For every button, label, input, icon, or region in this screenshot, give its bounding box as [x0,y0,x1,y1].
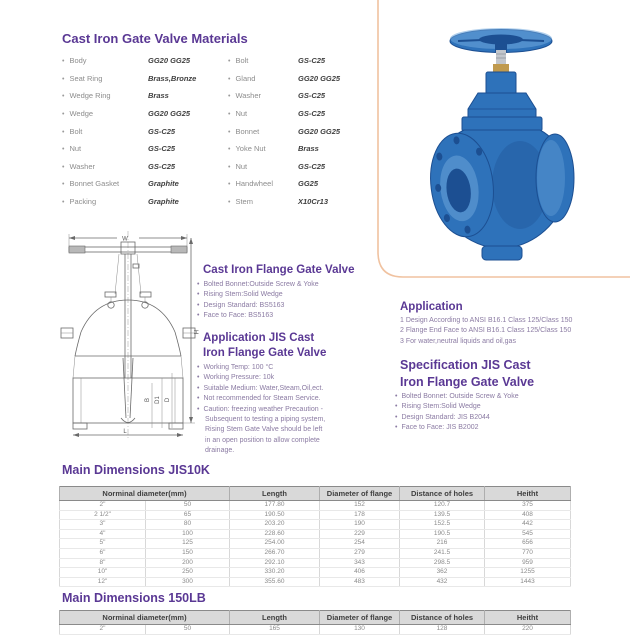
table-cell: 139.5 [400,510,485,520]
material-row [228,158,340,176]
material-label: • Washer [62,162,148,171]
application-jis-title-line1: Application JIS Cast [203,332,315,344]
table-cell: 178 [320,510,400,520]
table-header-row [60,611,571,625]
material-label: • Bolt [228,56,298,65]
dim-label-l: L [123,429,127,435]
material-value: GG20 GG25 [298,73,341,83]
table-cell: 959 [485,558,571,568]
material-row [62,87,196,105]
dim-label-w: W [122,236,128,243]
table-cell: 656 [485,539,571,549]
specification-jis-bullets [395,392,519,434]
material-label: • Wedge [62,109,148,118]
material-row [228,140,340,158]
table-cell: 266.70 [230,548,320,558]
dim-label-d1: D1 [155,396,161,404]
column-header: Length [230,611,320,625]
material-row [62,122,196,140]
bullet-line-continued: Subsequent to testing a piping system, [205,416,326,424]
material-value: GS-C25 [148,144,176,154]
material-label: • Gland [228,74,298,83]
material-row [62,70,196,88]
table-cell: 6" [60,548,146,558]
dim-label-b: B [145,397,151,403]
table-cell: 279 [320,548,400,558]
table-cell: 100 [146,529,230,539]
dim-label-h: H [192,329,198,335]
table-cell: 120.7 [400,501,485,511]
table-cell: 442 [485,520,571,530]
column-header: Length [230,487,320,501]
material-row [228,87,340,105]
material-value: X10Cr13 [298,197,329,207]
table-cell: 5" [60,539,146,549]
materials-column-1 [62,52,196,210]
material-label: • Nut [228,162,298,171]
material-row [62,52,196,70]
bullet-line-continued: drainage. [205,447,235,455]
valve-bonnet [462,72,542,131]
table-cell: 190.5 [400,529,485,539]
bullet-line-continued: in an open position to allow complete [205,436,320,444]
material-row [62,105,196,123]
material-row [62,175,196,193]
material-value: GS-C25 [298,91,326,101]
table-cell: 220 [485,625,571,635]
lb150-table-title: Main Dimensions 150LB [62,591,206,605]
table-cell: 406 [320,568,400,578]
materials-title: Cast Iron Gate Valve Materials [62,31,248,46]
bullet-line-continued: Rising Stem Gate Valve should be left [205,426,323,434]
specification-jis-title-line2: Iron Flange Gate Valve [400,375,535,389]
material-value: GS-C25 [298,56,326,66]
material-row [228,52,340,70]
table-row [60,501,571,511]
table-cell: 241.5 [400,548,485,558]
material-label: • Nut [62,144,148,153]
flange-valve-title: Cast Iron Flange Gate Valve [203,264,355,276]
material-label: • Bonnet Gasket [62,179,148,188]
material-row [228,105,340,123]
table-cell: 770 [485,548,571,558]
table-cell: 1443 [485,577,571,587]
application-item: 3 For water,neutral liquids and oil,gas [400,337,516,345]
table-cell: 483 [320,577,400,587]
table-cell: 130 [320,625,400,635]
material-label: • Stem [228,197,298,206]
material-value: GS-C25 [298,161,326,171]
table-cell: 408 [485,510,571,520]
material-value: GS-C25 [298,109,326,119]
table-cell: 150 [146,548,230,558]
table-row [60,539,571,549]
table-row [60,520,571,530]
table-cell: 355.60 [230,577,320,587]
bullet-line: • Working Temp: 100 °C [197,363,325,373]
material-row [228,70,340,88]
material-label: • Bolt [62,127,148,136]
table-cell: 128 [400,625,485,635]
bullet-line: • Face to Face: BS5163 [197,311,319,321]
table-cell: 216 [400,539,485,549]
material-row [62,193,196,211]
bullet-line: • Working Pressure: 10k [197,373,325,383]
material-value: GG20 GG25 [148,56,191,66]
table-row [60,548,571,558]
table-row [60,568,571,578]
material-label: • Bonnet [228,127,298,136]
specification-jis-title-line1: Specification JIS Cast [400,358,531,372]
material-row [62,158,196,176]
table-cell: 203.20 [230,520,320,530]
material-label: • Washer [228,91,298,100]
table-cell: 152 [320,501,400,511]
material-label: • Yoke Nut [228,144,298,153]
application-jis-title-line2: Iron Flange Gate Valve [203,347,327,359]
application-item: 2 Flange End Face to ANSI B16.1 Class 125/Class 150 [400,327,572,335]
table-cell: 292.10 [230,558,320,568]
table-cell: 2" [60,501,146,511]
material-row [228,193,340,211]
material-label: • Handwheel [228,179,298,188]
bullet-line: • Bolted Bonnet: Outside Screw & Yoke [395,392,519,402]
table-cell: 80 [146,520,230,530]
valve-technical-drawing [55,228,200,443]
material-row [62,140,196,158]
column-header: Distance of holes [400,487,485,501]
material-value: Brass,Bronze [148,73,197,83]
material-label: • Seat Ring [62,74,148,83]
gate-valve-photo [370,0,630,300]
table-cell: 165 [230,625,320,635]
table-cell: 229 [320,529,400,539]
application-title: Application [400,301,463,313]
material-value: Graphite [148,197,179,207]
table-cell: 298.5 [400,558,485,568]
lb150-dimensions-table [59,610,571,635]
table-cell: 254.00 [230,539,320,549]
bullet-line: • Suitable Medium: Water,Steam,Oil,ect. [197,384,325,394]
jis10k-table-title: Main Dimensions JIS10K [62,463,210,477]
material-value: GS-C25 [148,161,176,171]
column-header: Norminal diameter(mm) [60,611,230,625]
application-items [400,316,572,347]
table-cell: 362 [400,568,485,578]
material-label: • Body [62,56,148,65]
bullet-line: • Not recommended for Steam Service. [197,394,325,404]
table-cell: 228.60 [230,529,320,539]
flange-valve-bullets [197,280,319,322]
table-cell: 8" [60,558,146,568]
material-value: GG25 [298,179,319,189]
material-label: • Packing [62,197,148,206]
table-cell: 50 [146,625,230,635]
table-cell: 152.5 [400,520,485,530]
material-value: GG20 GG25 [148,109,191,119]
jis10k-dimensions-table [59,486,571,587]
table-header-row [60,487,571,501]
material-row [228,175,340,193]
bullet-line: • Design Standard: BS5163 [197,301,319,311]
application-item: 1 Design According to ANSI B16.1 Class 125/Class 150 [400,317,573,324]
table-cell: 125 [146,539,230,549]
material-value: Brass [148,91,169,101]
table-cell: 432 [400,577,485,587]
table-cell: 12" [60,577,146,587]
column-header: Diameter of flange [320,487,400,501]
table-row [60,577,571,587]
bullet-line: • Design Standard: JIS B2044 [395,413,519,423]
column-header: Distance of holes [400,611,485,625]
table-row [60,625,571,635]
table-cell: 343 [320,558,400,568]
table-cell: 190.50 [230,510,320,520]
table-cell: 2 1/2" [60,510,146,520]
bullet-line: • Rising Stem:Solid Wedge [395,402,519,412]
column-header: Norminal diameter(mm) [60,487,230,501]
table-cell: 2" [60,625,146,635]
material-value: Brass [298,144,319,154]
column-header: Heitht [485,611,571,625]
table-cell: 250 [146,568,230,578]
column-header: Heitht [485,487,571,501]
table-cell: 200 [146,558,230,568]
table-row [60,510,571,520]
material-value: Graphite [148,179,179,189]
table-cell: 300 [146,577,230,587]
material-row [228,122,340,140]
application-jis-bullets [197,363,325,457]
valve-stem [493,44,509,73]
bullet-line: • Rising Stem:Solid Wedge [197,290,319,300]
bullet-line: • Bolted Bonnet:Outside Screw & Yoke [197,280,319,290]
table-cell: 50 [146,501,230,511]
bullet-line: • Face to Face: JIS B2002 [395,423,519,433]
table-cell: 190 [320,520,400,530]
material-value: GS-C25 [148,126,176,136]
dim-label-d: D [165,397,171,403]
table-cell: 254 [320,539,400,549]
bullet-line: • Caution: freezing weather Precaution - [197,405,325,415]
table-cell: 10" [60,568,146,578]
material-label: • Nut [228,109,298,118]
table-cell: 1255 [485,568,571,578]
materials-column-2 [228,52,340,210]
table-cell: 177.80 [230,501,320,511]
table-cell: 3" [60,520,146,530]
column-header: Diameter of flange [320,611,400,625]
table-row [60,529,571,539]
material-label: • Wedge Ring [62,91,148,100]
table-cell: 330.20 [230,568,320,578]
material-value: GG20 GG25 [298,126,341,136]
table-cell: 545 [485,529,571,539]
table-cell: 375 [485,501,571,511]
table-cell: 4" [60,529,146,539]
application-jis-title [203,331,326,361]
table-cell: 65 [146,510,230,520]
table-row [60,558,571,568]
specification-jis-title [400,357,534,391]
